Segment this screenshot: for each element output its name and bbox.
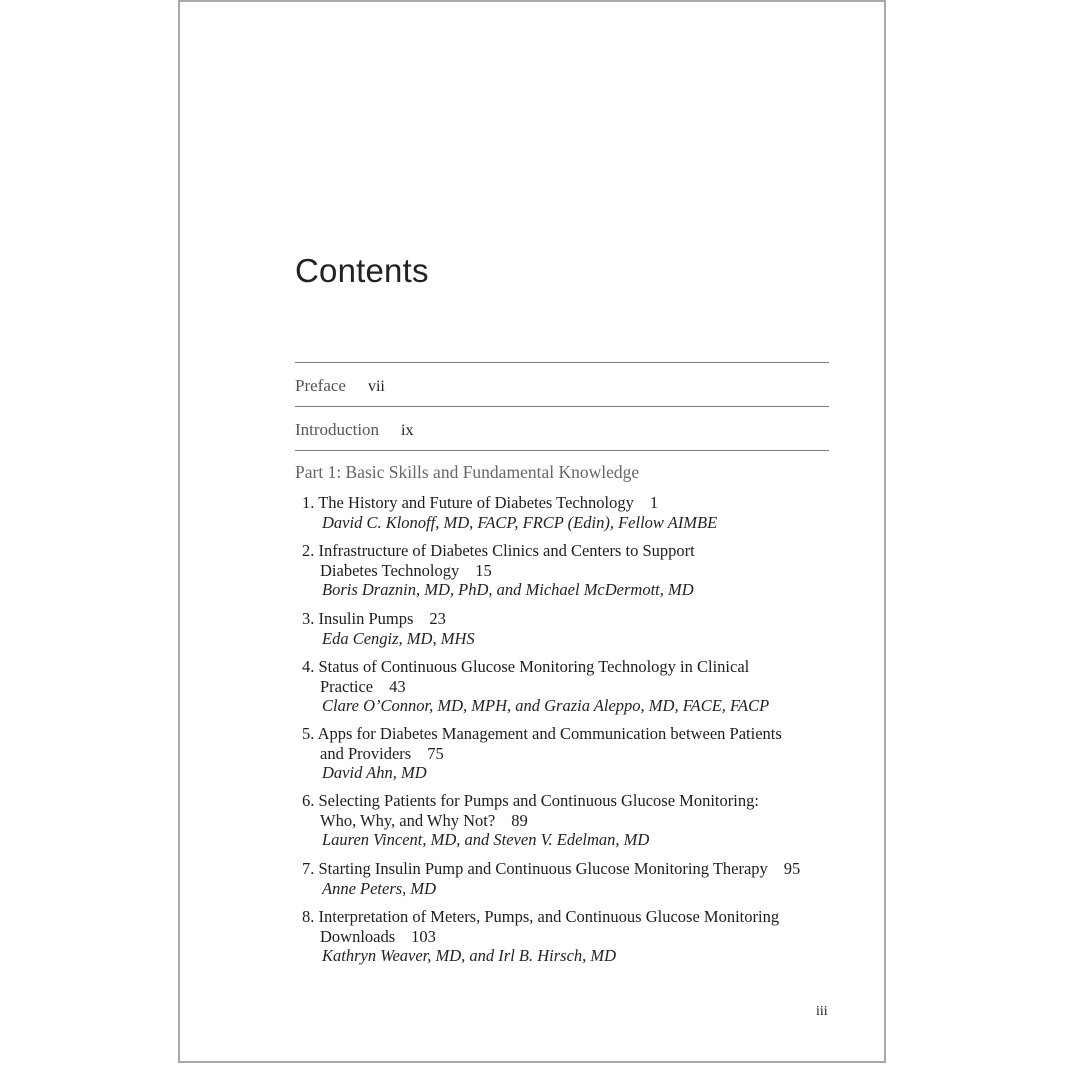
- chapter-title-line: [302, 657, 842, 677]
- rule-preface: [295, 406, 829, 407]
- chapter-page: 75: [427, 743, 444, 763]
- chapter-title-line: [302, 907, 842, 927]
- chapter-title-line: [302, 859, 842, 879]
- contents-heading: Contents: [295, 252, 429, 289]
- toc-chapter-6: [302, 791, 842, 850]
- toc-chapter-8: [302, 907, 842, 966]
- chapter-author: David C. Klonoff, MD, FACP, FRCP (Edin), Fellow AIMBE: [322, 512, 718, 532]
- chapter-title-continued: Downloads: [320, 926, 396, 946]
- chapter-author: Lauren Vincent, MD, and Steven V. Edelman, MD: [322, 830, 650, 849]
- chapter-title: Insulin Pumps: [318, 609, 414, 628]
- chapter-title: Starting Insulin Pump and Continuous Glucose Monitoring Therapy: [318, 859, 768, 878]
- chapter-title-line: [302, 609, 842, 629]
- chapter-author: David Ahn, MD: [322, 763, 427, 782]
- chapter-author: Kathryn Weaver, MD, and Irl B. Hirsch, MD: [322, 946, 617, 965]
- page-number: iii: [816, 1004, 828, 1019]
- chapter-number: 8.: [302, 907, 315, 926]
- toc-preface: [295, 376, 385, 396]
- toc-introduction: [295, 420, 414, 440]
- chapter-author: Anne Peters, MD: [322, 878, 437, 898]
- chapter-page: 43: [389, 676, 406, 696]
- chapter-title-line-2: [302, 561, 842, 581]
- chapter-author: Boris Draznin, MD, PhD, and Michael McDermott, MD: [322, 580, 694, 599]
- chapter-title-line: [302, 493, 842, 513]
- toc-chapter-2: [302, 541, 842, 600]
- chapter-author: Eda Cengiz, MD, MHS: [322, 628, 475, 648]
- chapter-page: 103: [411, 926, 436, 946]
- chapter-title-continued: Practice: [320, 676, 374, 696]
- chapter-page: 1: [649, 493, 659, 512]
- chapter-title: Selecting Patients for Pumps and Continuous Glucose Monitoring:: [318, 791, 759, 810]
- chapter-title-line: [302, 541, 842, 561]
- toc-preface-label: Preface: [295, 376, 346, 395]
- chapter-title: Infrastructure of Diabetes Clinics and Centers to Support: [318, 541, 695, 560]
- chapter-number: 5.: [302, 724, 315, 743]
- chapter-page: 89: [511, 810, 528, 830]
- chapter-title-continued: Diabetes Technology: [320, 560, 460, 580]
- rule-introduction: [295, 450, 829, 451]
- chapter-number: 2.: [302, 541, 315, 560]
- toc-introduction-label: Introduction: [295, 420, 380, 439]
- chapter-title-line-2: [302, 744, 842, 764]
- rule-top: [295, 362, 829, 363]
- chapter-number: 1.: [302, 493, 315, 512]
- toc-chapter-4: [302, 657, 842, 716]
- chapter-title-line-2: [302, 927, 842, 947]
- chapter-page: 23: [429, 609, 446, 628]
- toc-chapter-5: [302, 724, 842, 783]
- toc-chapter-3: [302, 609, 842, 648]
- chapter-title-line: [302, 724, 842, 744]
- chapter-title-line: [302, 791, 842, 811]
- chapter-title-line-2: [302, 811, 842, 831]
- chapter-title: The History and Future of Diabetes Technology: [318, 493, 634, 512]
- chapter-author: Clare O’Connor, MD, MPH, and Grazia Aleppo, MD, FACE, FACP: [322, 696, 770, 715]
- chapter-number: 6.: [302, 791, 315, 810]
- toc-preface-page: vii: [367, 378, 385, 395]
- chapter-number: 4.: [302, 657, 315, 676]
- toc-chapter-1: [302, 493, 842, 532]
- chapter-number: 7.: [302, 859, 315, 878]
- chapter-title-line-2: [302, 677, 842, 697]
- chapter-title: Status of Continuous Glucose Monitoring Technology in Clinical: [318, 657, 750, 676]
- chapter-title-continued: Who, Why, and Why Not?: [320, 810, 496, 830]
- chapter-page: 95: [783, 859, 801, 878]
- toc-introduction-page: ix: [401, 422, 414, 439]
- chapter-title-continued: and Providers: [320, 743, 412, 763]
- chapter-title: Apps for Diabetes Management and Communication between Patients: [317, 724, 782, 743]
- chapter-page: 15: [475, 560, 492, 580]
- part-heading: Part 1: Basic Skills and Fundamental Knowledge: [295, 462, 640, 482]
- chapter-number: 3.: [302, 609, 315, 628]
- chapter-title: Interpretation of Meters, Pumps, and Continuous Glucose Monitoring: [318, 907, 780, 926]
- toc-chapter-7: [302, 859, 842, 898]
